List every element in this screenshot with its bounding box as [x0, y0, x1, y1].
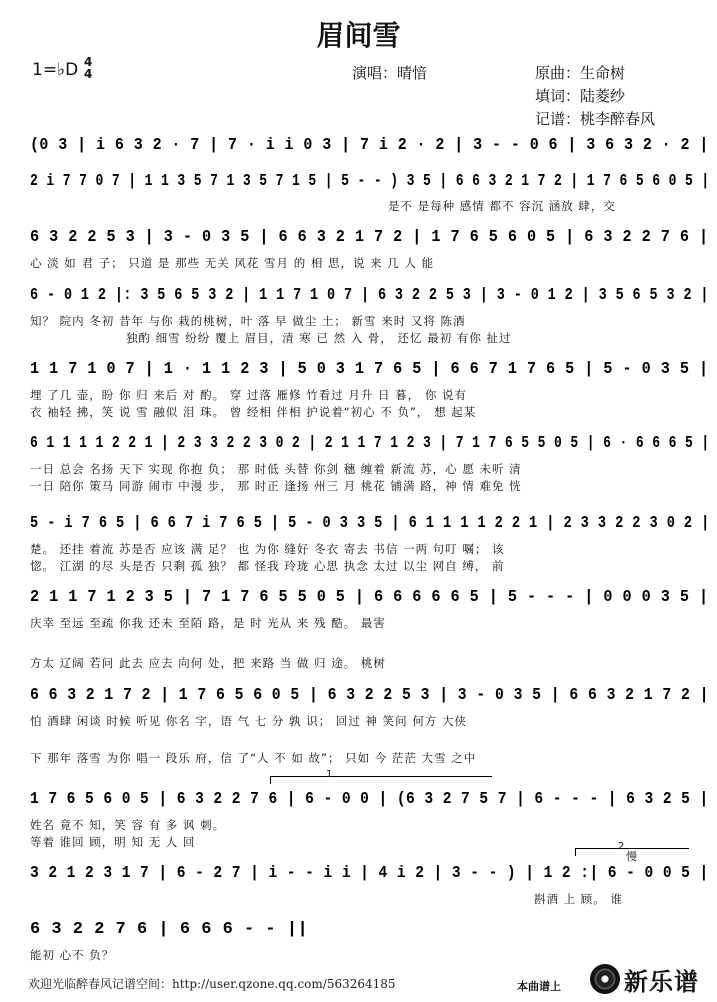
- logo-text: 新乐谱: [624, 968, 699, 996]
- score-row-7: 5 - i 7 6 5 | 6 6 7 i 7 6 5 | 5 - 0 3 3 5 | 6 1 1 1 1 2 2 1 | 2 3 3 2 2 3 0 2 |: [30, 514, 710, 533]
- score-row-12: 6 3 2 2 7 6 | 6 6 6 - - ||: [30, 920, 309, 939]
- lyric-row-6b: 一日 陪你 策马 同游 闹市 中漫 步， 那 时正 逢扬 州三 月 桃花 铺满 路，神 情 难免 恍: [30, 479, 522, 493]
- record-disc-icon: [590, 964, 620, 994]
- score-row-11: 3 2 1 2 3 1 7 | 6 - 2 7 | i - - i i | 4 i 2 | 3 - - ) | 1 2 :| 6 - 0 0 5 |: [30, 864, 709, 883]
- second-ending-tick: [575, 848, 576, 856]
- lyric-row-12a: 能初 心不 负？: [30, 948, 115, 962]
- lyric-row-4a: 知？ 院内 冬初 昔年 与你 栽的桃树，叶 落 早 做尘 土； 新雪 来时 又将 陈酒: [30, 314, 466, 328]
- score-row-8: 2 1 1 7 1 2 3 5 | 7 1 7 6 5 5 0 5 | 6 6 6 6 6 5 | 5 - - - | 0 0 0 3 5 |: [30, 588, 709, 607]
- lyric-row-5a: 埋 了几 壶，盼 你 归 来后 对 酌。 穿 过落 雁修 竹看过 月升 日 暮， 你 说有: [30, 388, 467, 402]
- first-ending-number: 1: [326, 769, 333, 780]
- footer-credit: 本曲谱上: [517, 980, 561, 993]
- first-ending-tick: [270, 776, 271, 784]
- second-ending-number: 2: [618, 841, 625, 852]
- score-row-9: 6 6 3 2 1 7 2 | 1 7 6 5 6 0 5 | 6 3 2 2 5 3 | 3 - 0 3 5 | 6 6 3 2 1 7 2 |: [30, 686, 709, 705]
- score-row-4: 6 - 0 1 2 |: 3 5 6 5 3 2 | 1 1 7 1 0 7 | 6 3 2 2 5 3 | 3 - 0 1 2 | 3 5 6 5 3 2 |: [30, 286, 709, 305]
- lyric-row-9a: 怕 酒肆 闲谈 时候 听见 你名 字，语 气 七 分 孰 识； 回过 神 笑问 何方 大侠: [30, 714, 467, 728]
- time-signature: [84, 56, 92, 80]
- meter-top: 4: [84, 55, 93, 69]
- lyric-row-5b: 衣 袖轻 拂，笑 说 雪 融似 泪 珠。 曾 经相 伴相 护说着“初心 不 负”， 想 起某: [30, 405, 477, 419]
- site-logo: [590, 962, 708, 996]
- score-row-2: 2 i 7 7 0 7 | 1 1 3 5 7 1 3 5 7 1 5 | 5 - - ) 3 5 | 6 6 3 2 1 7 2 | 1 7 6 5 6 0 5 |: [30, 172, 710, 191]
- transcriber-credit: 记谱：桃李醉春风: [535, 110, 656, 128]
- score-row-3: 6 3 2 2 5 3 | 3 - 0 3 5 | 6 6 3 2 1 7 2 | 1 7 6 5 6 0 5 | 6 3 2 2 7 6 |: [30, 228, 709, 247]
- lyric-row-3a: 心 淡 如 君 子； 只道 是 那些 无关 风花 雪月 的 相 思，说 来 几 人 能: [30, 256, 435, 270]
- composer-credit: 原曲：生命树: [535, 64, 626, 82]
- lyricist-credit: 填词：陆菱纱: [535, 87, 626, 105]
- lyric-row-4b: 独酌 细雪 纷纷 覆上 眉目，清 寒 已 然 入 骨， 还忆 最初 有你 扯过: [126, 331, 512, 345]
- lyric-row-9b: 下 那年 落雪 为你 唱一 段乐 府，信 了“人 不 如 故”； 只如 今 茫茫 大雪 之中: [30, 751, 477, 765]
- page-title: 眉间雪: [316, 19, 401, 52]
- first-ending-bracket: [270, 776, 492, 777]
- lyric-row-6a: 一日 总会 名扬 天下 实现 你抱 负； 那 时低 头替 你剑 穗 缠着 新流 苏，心 愿 未听 清: [30, 462, 522, 476]
- lyric-row-8b: 方太 辽阔 若问 此去 应去 向何 处，把 来路 当 做 归 途。 桃树: [30, 656, 386, 670]
- lyric-row-2a: 是不 是每种 感情 都不 容沉 涵放 肆，交: [388, 199, 616, 213]
- lyric-row-8a: 庆幸 至远 至疏 你我 还未 至陌 路，是 时 光从 来 残 酷。 最害: [30, 616, 386, 630]
- lyric-row-10b: 等着 谁回 顾，明 知 无 人 回: [30, 835, 196, 849]
- score-row-5: 1 1 7 1 0 7 | 1 · 1 1 2 3 | 5 0 3 1 7 6 5 | 6 6 7 1 7 6 5 | 5 - 0 3 5 |: [30, 360, 709, 379]
- tempo-mark: 慢: [626, 850, 637, 863]
- lyric-row-10a: 姓名 竟不 知，笑 容 有 多 讽 刺。: [30, 818, 226, 832]
- footer-note: 欢迎光临醉春风记谱空间：http://user.qzone.qq.com/563264185: [28, 977, 396, 991]
- score-row-10: 1 7 6 5 6 0 5 | 6 3 2 2 7 6 | 6 - 0 0 | (6 3 2 7 5 7 | 6 - - - | 6 3 2 5 |: [30, 790, 709, 809]
- meter-bottom: 4: [84, 67, 93, 81]
- score-row-6: 6 1 1 1 1 2 2 1 | 2 3 3 2 2 3 0 2 | 2 1 1 7 1 2 3 | 7 1 7 6 5 5 0 5 | 6 · 6 6 6 5 |: [30, 434, 710, 453]
- key-signature: 1=♭D: [32, 60, 79, 80]
- lyric-row-7a: 楚。 还挂 着流 苏是否 应该 满 足？ 也 为你 缝好 冬衣 寄去 书信 一两 句叮 嘱； 该: [30, 542, 505, 556]
- lyric-row-11a: 斟酒 上 顾。 谁: [534, 892, 623, 906]
- score-row-1: (0 3 | i 6 3 2 · 7 | 7 · i i 0 3 | 7 i 2 · 2 | 3 - - 0 6 | 3 6 3 2 · 2 |: [30, 136, 709, 155]
- singer-credit: 演唱：晴愔: [352, 64, 428, 82]
- lyric-row-7b: 惚。 江湖 的尽 头是否 只剩 孤 独？ 都 怪我 玲珑 心思 执念 太过 以尘 网自 缚， 前: [30, 559, 505, 573]
